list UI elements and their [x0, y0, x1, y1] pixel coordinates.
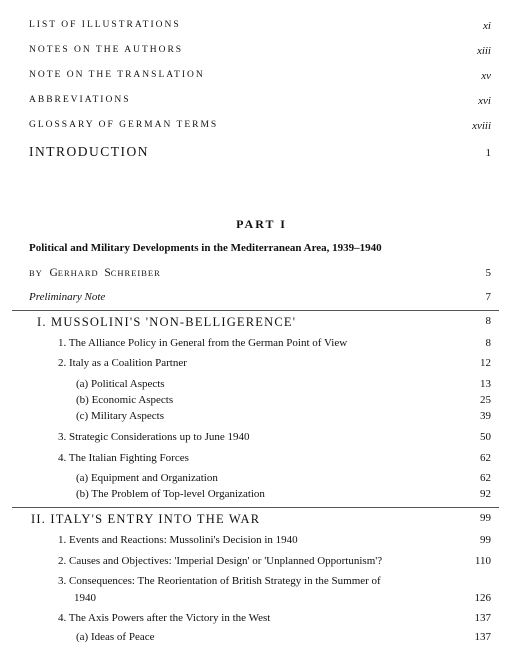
section-label: 2. Italy as a Coalition Partner	[58, 357, 187, 369]
author-by: BY	[29, 268, 43, 278]
subsection-page: 62	[480, 472, 491, 484]
divider	[12, 507, 499, 508]
toc-entry-label: LIST OF ILLUSTRATIONS	[29, 20, 181, 30]
subsection-label: (b) Economic Aspects	[76, 394, 174, 406]
toc-entry-page: 7	[485, 291, 491, 303]
subsection-label: (a) Ideas of Peace	[76, 631, 155, 643]
toc-entry-label: NOTE ON THE TRANSLATION	[29, 70, 205, 80]
part-heading: PART I	[236, 217, 287, 231]
section-page: 8	[485, 337, 491, 349]
divider	[12, 310, 499, 311]
section-page: 99	[480, 534, 491, 546]
subsection-label: (c) Military Aspects	[76, 410, 164, 422]
section-label: 1. The Alliance Policy in General from the German Point of View	[58, 337, 348, 349]
section-label: 1940	[74, 592, 96, 604]
chapter-page: 99	[480, 512, 491, 524]
toc-entry-page: 5	[485, 267, 491, 279]
subsection-label: (a) Equipment and Organization	[76, 472, 218, 484]
toc-entry-label: INTRODUCTION	[29, 144, 149, 159]
subsection-page: 92	[480, 488, 491, 500]
section-label: 4. The Axis Powers after the Victory in the West	[58, 612, 271, 624]
section-page: 137	[474, 612, 491, 624]
author-last-rest: CHREIBER	[110, 268, 161, 278]
toc-entry-page: xi	[483, 20, 491, 32]
section-label: 3. Strategic Considerations up to June 1940	[58, 431, 250, 443]
author-last-initial: S	[104, 267, 111, 279]
section-page: 126	[474, 592, 491, 604]
section-label: 1. Events and Reactions: Mussolini's Decision in 1940	[58, 534, 298, 546]
toc-entry-page: xv	[481, 70, 491, 82]
section-page: 12	[480, 357, 491, 369]
chapter-label: II. ITALY'S ENTRY INTO THE WAR	[31, 512, 261, 526]
section-page: 110	[474, 555, 491, 567]
subsection-page: 25	[480, 394, 491, 406]
subsection-label: (b) The Problem of Top-level Organization	[76, 488, 265, 500]
toc-entry-label: GLOSSARY OF GERMAN TERMS	[29, 120, 219, 130]
subsection-page: 39	[480, 410, 491, 422]
toc-entry-page: xvi	[478, 95, 491, 107]
chapter-page: 8	[485, 315, 491, 327]
toc-entry-page: xiii	[476, 45, 491, 57]
section-label: 4. The Italian Fighting Forces	[58, 452, 189, 464]
author-line	[29, 267, 161, 279]
toc-entry-page: xviii	[472, 120, 491, 132]
subsection-label: (a) Political Aspects	[76, 378, 165, 390]
author-first-initial: G	[49, 267, 58, 279]
subsection-page: 13	[480, 378, 491, 390]
toc-entry-label: ABBREVIATIONS	[29, 95, 131, 105]
toc-entry-label: NOTES ON THE AUTHORS	[29, 45, 184, 55]
toc-entry-page: 1	[485, 147, 491, 159]
section-label: 3. Consequences: The Reorientation of British Strategy in the Summer of	[58, 575, 381, 587]
section-page: 50	[480, 431, 491, 443]
part-subtitle: Political and Military Developments in the Mediterranean Area, 1939–1940	[29, 242, 382, 254]
section-page: 62	[480, 452, 491, 464]
author-first-rest: ERHARD	[57, 268, 99, 278]
chapter-label: I. MUSSOLINI'S 'NON-BELLIGERENCE'	[37, 315, 297, 329]
toc-entry-label: Preliminary Note	[29, 291, 106, 303]
subsection-page: 137	[474, 631, 491, 643]
section-label: 2. Causes and Objectives: 'Imperial Design' or 'Unplanned Opportunism'?	[58, 555, 383, 567]
